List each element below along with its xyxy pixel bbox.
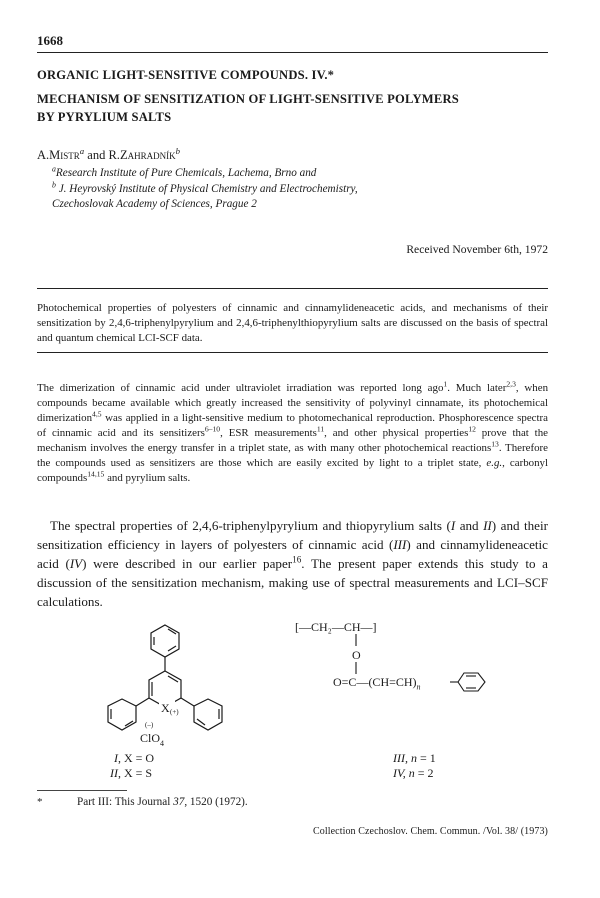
page-number: 1668: [37, 33, 63, 48]
journal-footer: Collection Czechoslov. Chem. Commun. /Vol. 38/ (1973): [312, 826, 548, 837]
author-1-initial: A.: [37, 148, 50, 162]
intro-text: , when compounds became available which greatly increased the sensitivity of polyvinyl cinnamate, its photochemical dimerization: [37, 382, 549, 424]
intro-text: . Much later: [447, 382, 507, 394]
compound-ref: I: [450, 518, 456, 533]
author-2-name: Zahradník: [119, 148, 176, 162]
compound-ref: IV: [69, 556, 83, 571]
intro-paragraph: [37, 381, 548, 486]
body-paragraph: [37, 516, 548, 611]
ref-4-5: 4,5: [92, 409, 102, 419]
triphenylpyrylium-structure: [80, 615, 260, 755]
affiliation-a-text: Research Institute of Pure Chemicals, Lachema, Brno and: [55, 167, 317, 179]
footnote-rule: [37, 790, 127, 791]
body-text: The spectral properties of 2,4,6-triphenylpyrylium and thiopyrylium salts (: [50, 518, 451, 533]
author-2-mark: b: [175, 145, 180, 156]
intro-text: prove that the mechanism involves the energy transfer in a triplet state, as with many other photochemical reactions: [37, 427, 548, 454]
author-2-initial: R.: [108, 148, 120, 162]
ref-11: 11: [316, 424, 325, 434]
affiliation-b: [52, 180, 358, 195]
title-line-1: ORGANIC LIGHT-SENSITIVE COMPOUNDS. IV.*: [37, 68, 335, 82]
ref-13: 13: [491, 439, 499, 449]
intro-text: , and other physical properties: [324, 427, 469, 439]
title-line-3: BY PYRYLIUM SALTS: [37, 110, 172, 124]
body-text: ) and cinnamylideneacetic acid (: [37, 537, 548, 571]
ref-2-3: 2,3: [506, 379, 516, 389]
compound-I-label: I, X = O: [114, 751, 155, 765]
compound-III-label: III, n = 1: [393, 751, 436, 765]
affiliation-b-text: J. Heyrovský Institute of Physical Chemistry and Electrochemistry,: [55, 183, 358, 195]
abstract-bottom-rule: [37, 352, 548, 353]
perchlorate-anion: ClO$_4$: [140, 731, 165, 748]
author-1-name: Mistr: [49, 148, 80, 162]
affiliation-a: [52, 164, 317, 179]
ref-14-15: 14,15: [87, 469, 105, 479]
compound-II-label: II, X = S: [110, 766, 153, 780]
body-text: and: [455, 518, 484, 533]
body-text: ) were described in our earlier paper: [82, 556, 293, 571]
header-rule: [37, 52, 548, 53]
compound-ref: III: [393, 537, 407, 552]
pyrylium-charge: (+): [170, 708, 179, 716]
ref-12: 12: [468, 424, 476, 434]
anion-charge: (–): [145, 721, 154, 729]
intro-text: , carbonyl compounds: [37, 457, 548, 484]
received-date: Received November 6th, 1972: [406, 243, 548, 256]
footnote-text: Part III: This Journal 37, 1520 (1972).: [77, 796, 248, 808]
abstract-top-rule: [37, 288, 548, 289]
intro-text: . Therefore the compounds used as sensitizers are those which are easily excited by light to a triplet state,: [37, 442, 548, 469]
pyrylium-x-label: X: [161, 701, 170, 715]
ref-6-10: 6–10: [204, 424, 221, 434]
affiliation-a-mark: a: [52, 164, 56, 174]
ester-group: $O=C—(CH=CH)_n$: [333, 675, 421, 692]
intro-text: The dimerization of cinnamic acid under ultraviolet irradiation was reported long ago: [37, 382, 444, 394]
abstract: Photochemical properties of polyesters of cinnamic and cinnamylideneacetic acids, and mechanisms of their sensitization by 2,4,6-triphenylpyrylium and 2,4,6-triphenylthiopyrylium salts are discussed on the basis of spectral and quantum chemical LCI-SCF data.: [37, 302, 548, 344]
intro-eg: e.g.: [486, 457, 503, 469]
author-1-mark: a: [79, 145, 85, 156]
ref-1: 1: [443, 379, 448, 389]
polymer-ester-bonds: [300, 632, 520, 702]
affiliation-b-mark: b: [52, 180, 56, 190]
polymer-chain: [—CH₂—CH—]: [295, 620, 377, 634]
body-text: . The present paper extends this study to a discussion of the sensitization mechanism, making use of spectral measurements and LCI–SCF calculations.: [37, 556, 548, 609]
affiliation-b-line-2: Czechoslovak Academy of Sciences, Prague 2: [52, 198, 257, 210]
body-text: ) and their sensitization efficiency in layers of polyesters of cinnamic acid (: [37, 518, 548, 552]
intro-text: was applied in a light-sensitive medium to photomechanical reproduction. Phosphorescence spectra of cinnamic acid and its sensitizers: [37, 412, 548, 439]
compound-IV-label: IV, n = 2: [393, 766, 434, 780]
ref-16: 16: [292, 554, 302, 565]
compound-ref: II: [483, 518, 492, 533]
authors: [37, 145, 180, 163]
intro-text: , ESR measurements: [220, 427, 317, 439]
ester-oxygen: O: [352, 648, 361, 662]
intro-text: and pyrylium salts.: [104, 472, 191, 484]
authors-and: and: [84, 148, 109, 162]
footnote-star: *: [37, 796, 43, 808]
title-line-2: MECHANISM OF SENSITIZATION OF LIGHT-SENSITIVE POLYMERS: [37, 92, 459, 106]
